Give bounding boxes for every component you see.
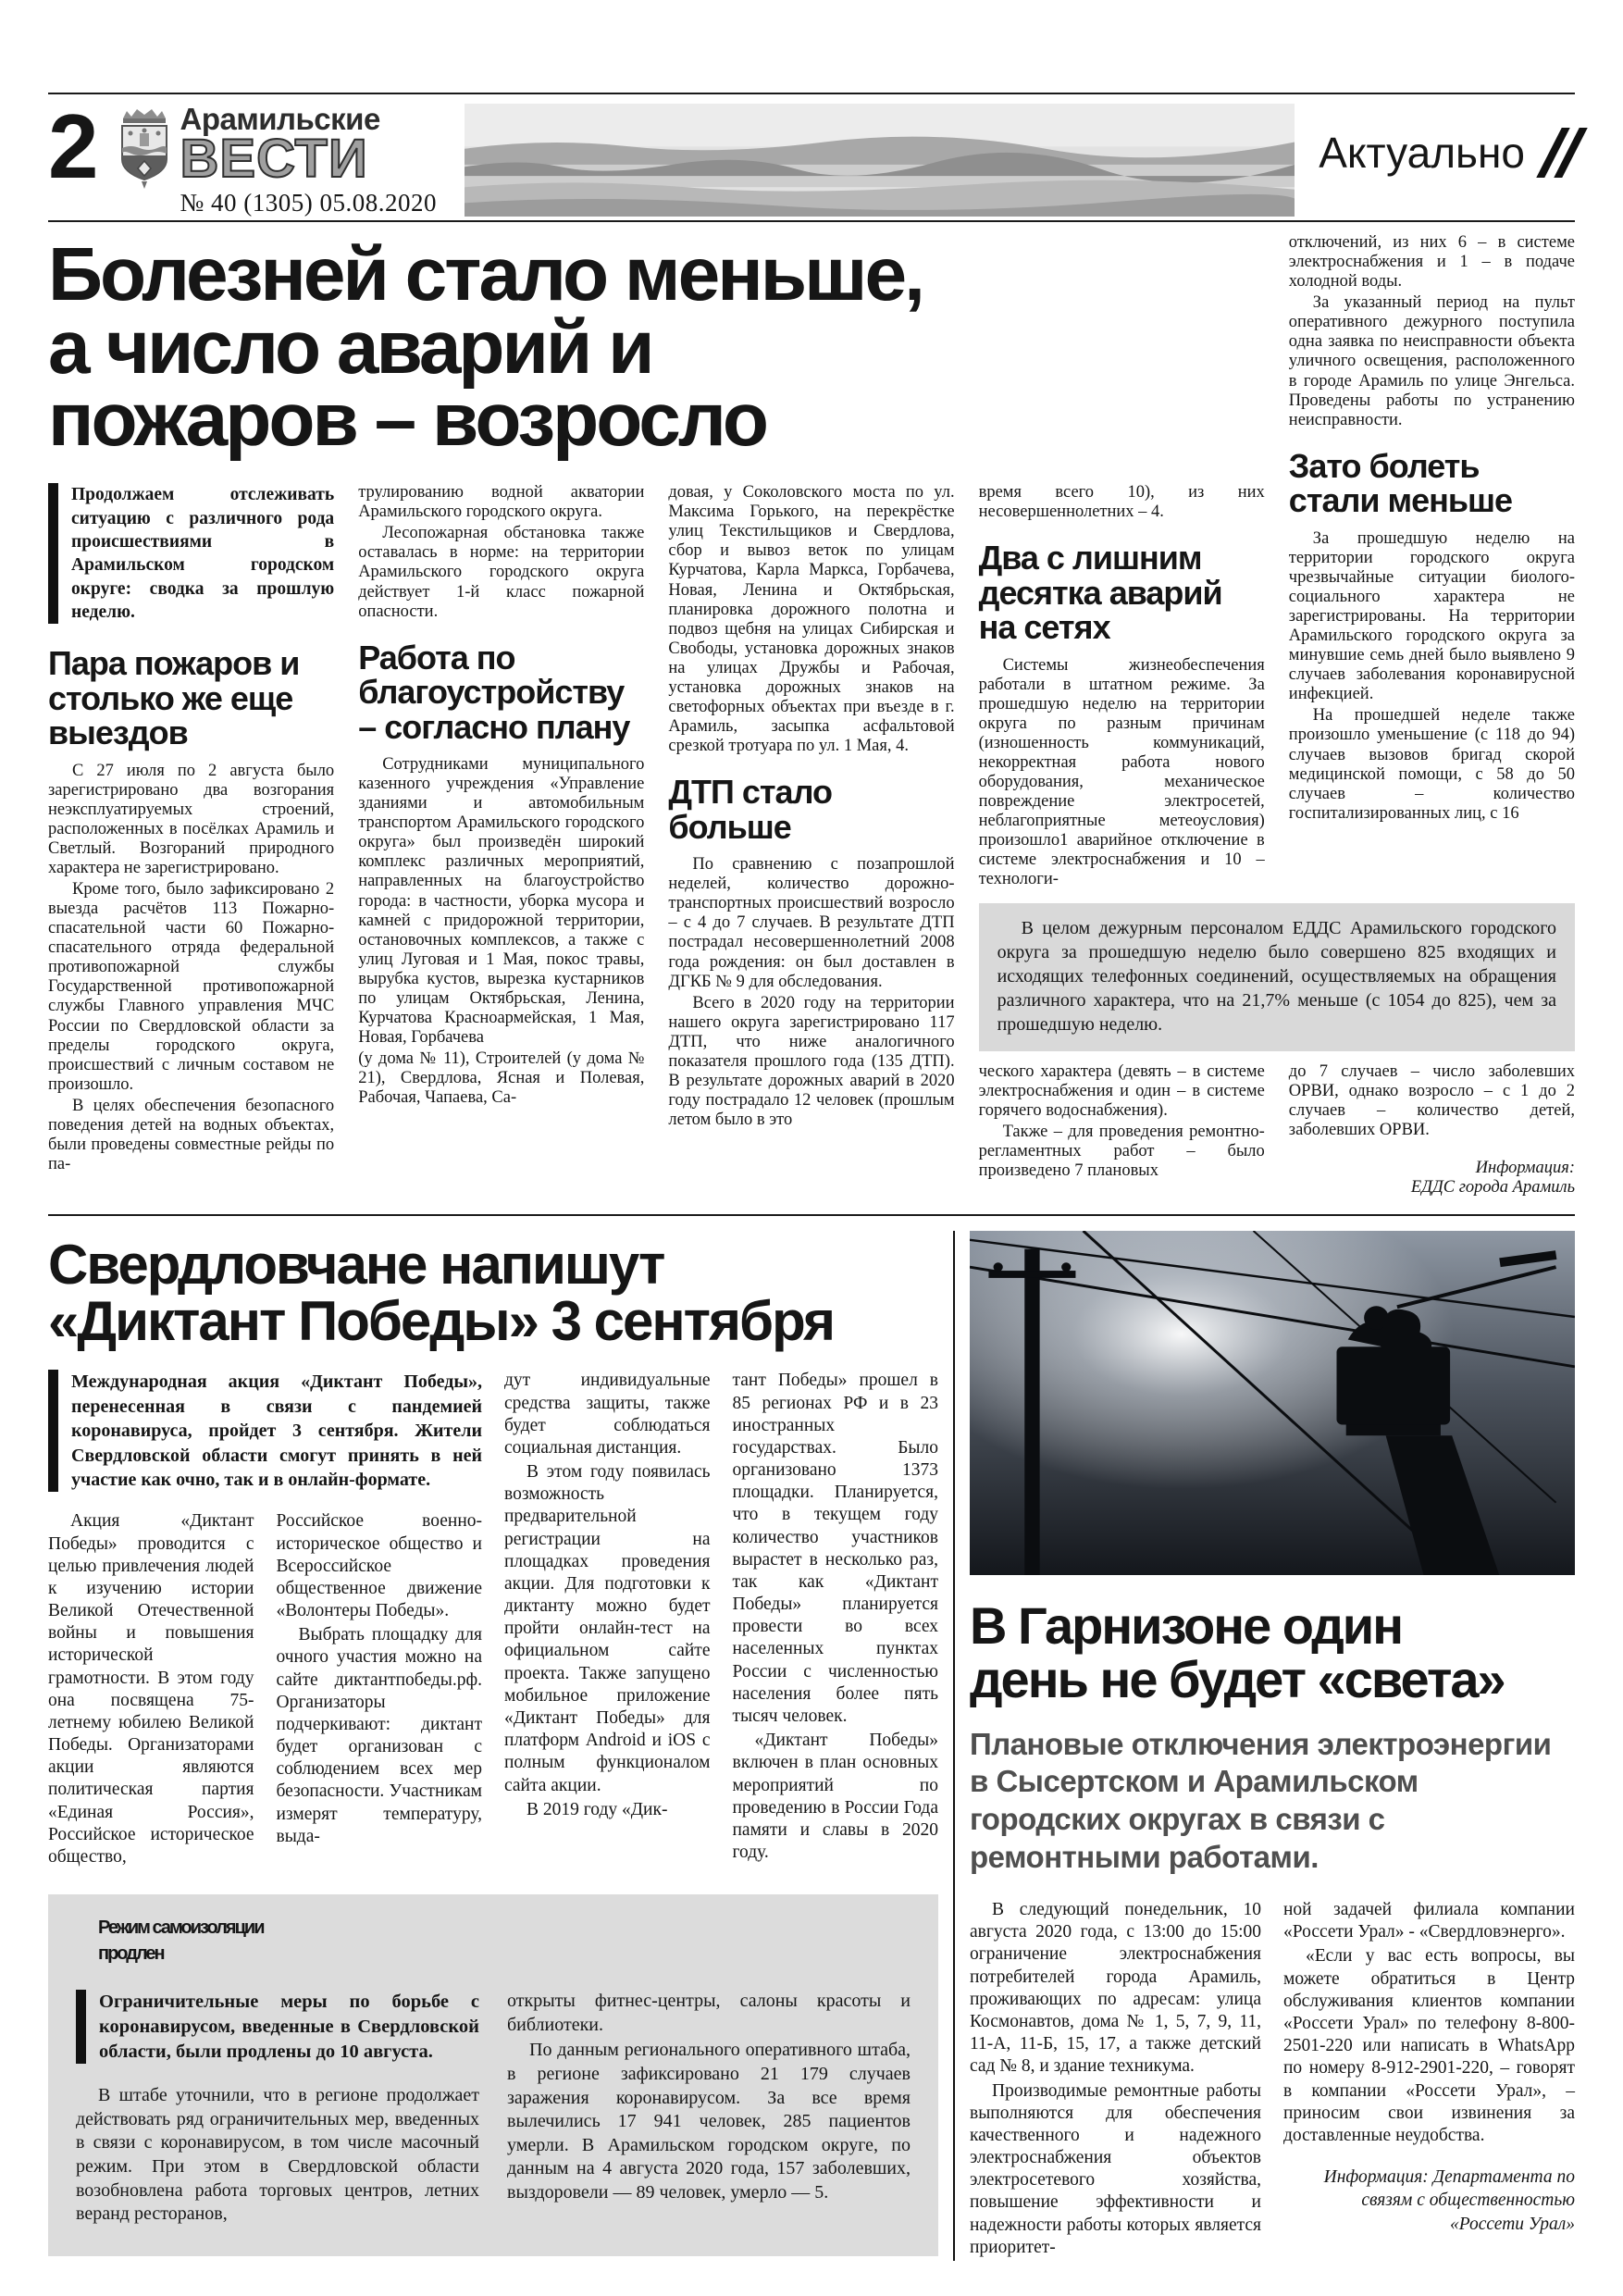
body-paragraph: В штабе уточнили, что в регионе продолжает действовать ряд ограничительных мер, введенных в связи с коронавирусом, в том числе масочный режим. При этом в Свердловской области возобновлена работа торговых центров, летних веранд ресторанов, (76, 2085, 479, 2225)
body-paragraph: «Если у вас есть вопросы, вы можете обратиться в Центр обслуживания клиентов компании «Россети Урал» по телефону 8-800-2501-220 или написать в WhatsApp по номеру 8-912-2901-220, – говорят в компании «Россети Урал», – приносим свои извинения за доставленные неудобства. (1283, 1946, 1575, 2145)
body-paragraph: Российское военно-историческое общество и Всероссийское общественное движение «Волонтеры Победы». (276, 1511, 482, 1621)
article-incidents-byline: Информация: ЕДДС города Арамиль (1410, 1158, 1575, 1197)
edds-summary-text: В целом дежурным персоналом ЕДДС Арамильского городского округа за прошедшую неделю было совершено 825 входящих и исходящих телефонных соединений, осуществляемых на обращения различного характера, что на 21,7% меньше (с 1054 до 825), чем за прошедшую неделю. (997, 917, 1556, 1035)
body-paragraph: Системы жизнеобеспечения работали в штатном режиме. За прошедшую неделю на территории округа по разным причинам (изношенность коммуникаций, некорректная работа нового оборудования, механическое повреждение электросетей, неблагоприятные метеоусловия) произошло1 аварийное отключение в системе электроснабжения и 10 – технологи- (978, 655, 1265, 889)
body-paragraph: отключений, из них 6 – в системе электроснабжения и 1 – в подаче холодной воды. (1288, 233, 1575, 292)
body-paragraph: Также – для проведения ремонтно-регламентных работ – было произведено 7 плановых (978, 1122, 1265, 1180)
article-garrison-headline: В Гарнизоне один день не будет «света» (970, 1596, 1505, 1709)
article-incidents-col2 (358, 483, 644, 1198)
article-incidents-col5-cont (1289, 1062, 1575, 1198)
article-dictation-lede: Международная акция «Диктант Победы», перенесенная в связи с пандемией коронавируса, пройдет 3 сентября. Жители Свердловской области смогут принять в ней участие как очно, так и в онлайн-формате. (48, 1370, 482, 1492)
article-dictation-col3 (504, 1370, 711, 1870)
article-dictation-col4 (733, 1370, 939, 1870)
bottom-region (48, 1231, 1575, 2261)
double-slash-icon (1540, 128, 1575, 178)
subhead-dtp: ДТП стало больше (668, 773, 832, 846)
bottom-right-column (970, 1231, 1575, 2261)
subhead-networks: Два с лишним десятка аварий на сетях (978, 539, 1222, 647)
body-paragraph: В этом году появилась возможность предварительной регистрации на площадках проведения акции. Для подготовки к диктанту можно будет пройти онлайн-тест на официальном сайте проекта. Также запущено мобильное приложение «Диктант Победы» для платформ Android и iOS с полным функционалом сайта акции. (504, 1462, 711, 1795)
section-divider-rule (48, 1214, 1575, 1216)
body-paragraph: открыты фитнес-центры, салоны красоты и библиотеки. (507, 1991, 911, 2035)
body-paragraph: до 7 случаев – число заболевших ОРВИ, однако возросло – с 1 до 2 случаев – количество детей, заболевших ОРВИ. (1288, 1061, 1575, 1139)
section-label (1319, 104, 1575, 178)
article-isolation-body (76, 1990, 911, 2228)
body-paragraph: В следующий понедельник, 10 августа 2020 года, с 13:00 до 15:00 ограничение электроснабжения потребителей города Арамиль, проживающих по адресам: улица Космонавтов, дома № 1, 5, 7, 9, 11, 11-А, 11-Б, 15, 17, а также детский сад № 8, и здание техникума. (970, 1900, 1261, 2077)
body-paragraph: Выбрать площадку для очного участия можно на сайте диктантпобеды.рф. Организаторы подчеркивают: диктант будет организован с соблюдением всех мер безопасности. Участникам измерят температуру, выда- (276, 1625, 482, 1846)
body-paragraph: трулированию водной акватории Арамильского городского округа. (358, 483, 645, 522)
page-header (48, 94, 1575, 220)
article-dictation-headline: Свердловчане напишут «Диктант Победы» 3 сентября (48, 1234, 834, 1353)
body-paragraph: На прошедшей неделе также произошло уменьшение (с 118 до 94) случаев вызовов бригад скорой медицинской помощи, с 58 до 50 случаев – количество госпитализированных лиц, с 16 (1288, 706, 1575, 823)
article-isolation-lede: Ограничительные меры по борьбе с коронавирусом, введенные в Свердловской области, были продлены до 10 августа. (76, 1990, 479, 2064)
article-incidents-col5 (1289, 233, 1575, 892)
page-number: 2 (48, 95, 99, 197)
body-paragraph: «Диктант Победы» включен в план основных мероприятий по проведению в России Года памяти и славы в 2020 году. (732, 1731, 938, 1863)
article-garrison-photo (970, 1231, 1575, 1575)
body-paragraph: За указанный период на пульт оперативного дежурного поступила одна заявка по неисправности объекта уличного освещения, расположенного в городе Арамиль по улице Энгельса. Проведены работы по устранению неисправности. (1288, 293, 1575, 429)
body-paragraph: По сравнению с позапрошлой неделей, количество дорожно-транспортных происшествий возросло – с 4 до 7 случаев. В результате ДТП пострадал несовершеннолетний 2008 года рождения: он был доставлен в ДГКБ № 9 для обследования. (668, 855, 955, 991)
article-incidents (48, 233, 1575, 1198)
article-incidents-col4 (979, 483, 1265, 891)
body-paragraph: В 2019 году «Дик- (527, 1799, 668, 1819)
article-isolation-col1 (76, 1990, 479, 2228)
masthead-photo (465, 104, 1295, 217)
masthead-title: ВЕСТИ (180, 129, 368, 189)
body-paragraph: время всего 10), из них несовершеннолетних – 4. (978, 483, 1265, 522)
article-incidents-col3 (668, 483, 954, 1198)
vertical-divider (953, 1231, 955, 2261)
article-isolation-col2 (507, 1990, 911, 2228)
article-garrison (970, 1596, 1575, 2261)
body-paragraph: За прошедшую неделю на территории городского округа чрезвычайные ситуации биолого-социального характера не зарегистрированы. На территории Арамильского городского округа за минувшие семь дней было выявлено 9 случаев заболевания коронавирусной инфекцией. (1288, 528, 1575, 704)
article-dictation (48, 1236, 938, 1870)
body-paragraph: дут индивидуальные средства защиты, также будет соблюдаться социальная дистанция. (504, 1371, 711, 1458)
header-rule (48, 220, 1575, 222)
body-paragraph: Производимые ремонтные работы выполняются для обеспечения качественного и надежного электроснабжения объектов электросетевого хозяйства, повышение эффективности и надежности работы которых является приоритет- (970, 2080, 1261, 2257)
issue-line: № 40 (1305) 05.08.2020 (180, 189, 438, 217)
article-dictation-body (48, 1370, 938, 1870)
body-paragraph: (у дома № 11), Строителей (у дома № 21), Свердлова, Ясная и Полевая, Рабочая, Чапаева, Са- (358, 1049, 645, 1108)
article-dictation-col2 (277, 1510, 483, 1870)
section-label-text: Актуально (1319, 129, 1525, 177)
subhead-improvement: Работа по благоустройству – согласно плану (358, 638, 630, 746)
masthead-title-top: Арамильские (180, 102, 380, 136)
body-paragraph: довая, у Соколовского моста по ул. Максима Горького, на перекрёстке улиц Текстильщиков и Свердлова, сбор и вывоз веток по улицам Курчатова, Карла Маркса, Горбачева, Новая, Ленина и Октябрьская, планировка дорожного полотна и подвоз щебня на улицах Сибирская и Свободы, установка дорожных знаков на улицах Дружбы и Рабочая, установка дорожных знаков на светофорных объектах при въезде в г. Арамиль, засыпка асфальтовой срезкой тротуара по ул. 1 Мая, 4. (668, 483, 955, 756)
body-paragraph: С 27 июля по 2 августа было зарегистрировано два возгорания неэксплуатируемых строений, расположенных в посёлках Арамиль и Светлый. Возгораний природного характера не зарегистрировано. (48, 761, 335, 877)
article-garrison-lede: Плановые отключения электроэнергии в Сысертском и Арамильском городских округах в связи с ремонтными работами. (970, 1726, 1552, 1875)
article-isolation-headline: Режим самоизоляции продлен (98, 1917, 264, 1964)
edds-summary-box (979, 903, 1575, 1051)
body-paragraph: В целях обеспечения безопасного поведения детей на водных объектах, были проведены совместные рейды по па- (48, 1096, 335, 1174)
body-paragraph: Кроме того, было зафиксировано 2 выезда расчётов 113 Пожарно-спасательной части 60 Пожарно-спасательного отряда федеральной противопожарной службы Государственной противопожарной службы Главного управления МЧС России по Свердловской области за пределы городского округа, происшествий с личным составом не произошло. (48, 880, 335, 1094)
masthead-text (180, 104, 438, 217)
article-incidents-col1 (48, 483, 334, 1198)
article-incidents-headline: Болезней стало меньше, а число аварий и пожаров – возросло (48, 232, 923, 463)
bottom-left-column (48, 1231, 938, 2261)
article-dictation-col1 (48, 1510, 254, 1870)
body-paragraph: ческого характера (девять – в системе электроснабжения и один – в системе горячего водоснабжения). (978, 1061, 1265, 1120)
subhead-fires: Пара пожаров и столько же еще выездов (48, 644, 300, 752)
article-garrison-col2 (1283, 1899, 1575, 2261)
article-garrison-col1 (970, 1899, 1261, 2261)
article-garrison-body (970, 1899, 1575, 2261)
body-paragraph: ной задачей филиала компании «Россети Урал» - «Свердловэнерго». (1283, 1900, 1575, 1942)
body-paragraph: Лесопожарная обстановка также оставалась в норме: на территории Арамильского городского округа действует 1-й класс пожарной опасности. (358, 524, 645, 621)
article-incidents-col4-cont (979, 1062, 1265, 1198)
coat-of-arms-icon (118, 105, 171, 194)
body-paragraph: По данным регионального оперативного штаба, в регионе зафиксировано 21 179 случаев заражения коронавирусом. За все время вылечились 17 941 человек, 285 пациентов умерли. В Арамильском городском округе, по данным на 4 августа 2020 года, 157 заболевших, выздоровели — 89 человек, умерло — 5. (507, 2040, 911, 2203)
body-paragraph: тант Победы» прошел в 85 регионах РФ и в 23 иностранных государствах. Было организовано 1373 площадки. Планируется, что в текущем году количество участников вырастет в несколько раз, так как «Диктант Победы» планируется провести во всех населенных пунктах России с численностью населения более пять тысяч человек. (732, 1371, 938, 1726)
body-paragraph: Акция «Диктант Победы» проводится с целью привлечения людей к изучению истории Великой Отечественной войны и повышения исторической грамотности. В этом году она посвящена 75-летнему юбилею Великой Победы. Организаторами акции являются политическая партия «Единая Россия», Российское историческое общество, (48, 1511, 254, 1867)
article-garrison-byline: Информация: Департамента по связям с общественностью «Россети Урал» (1323, 2167, 1575, 2234)
body-paragraph: Всего в 2020 году на территории нашего округа зарегистрировано 117 ДТП, что ниже аналогичного показателя прошлого года (135 ДТП). В результате дорожных аварий в 2020 году пострадало 12 человек (прошлым летом было в это (668, 993, 955, 1130)
masthead (118, 104, 438, 217)
article-isolation (48, 1894, 938, 2256)
body-paragraph: Сотрудниками муниципального казенного учреждения «Управление зданиями и автомобильным транспортом Арамильского городского округа» был произведён широкий комплекс различных мероприятий, направленных на благоустройство города: в частности, уборка мусора и камней с придорожной территории, остановочных комплексов, а также с улиц Луговая и 1 Мая, покос травы, вырубка кустов, вырезка кустарников по улицам Октябрьская, Ленина, Курчатова Красноармейская, 1 Мая, Новая, Горбачева (358, 755, 645, 1048)
subhead-illness: Зато болеть стали меньше (1288, 446, 1513, 520)
newspaper-page (0, 93, 1623, 2261)
article-incidents-lede: Продолжаем отслеживать ситуацию с различного рода происшествиями в Арамильском городском округе: сводка за прошлую неделю. (48, 483, 334, 624)
